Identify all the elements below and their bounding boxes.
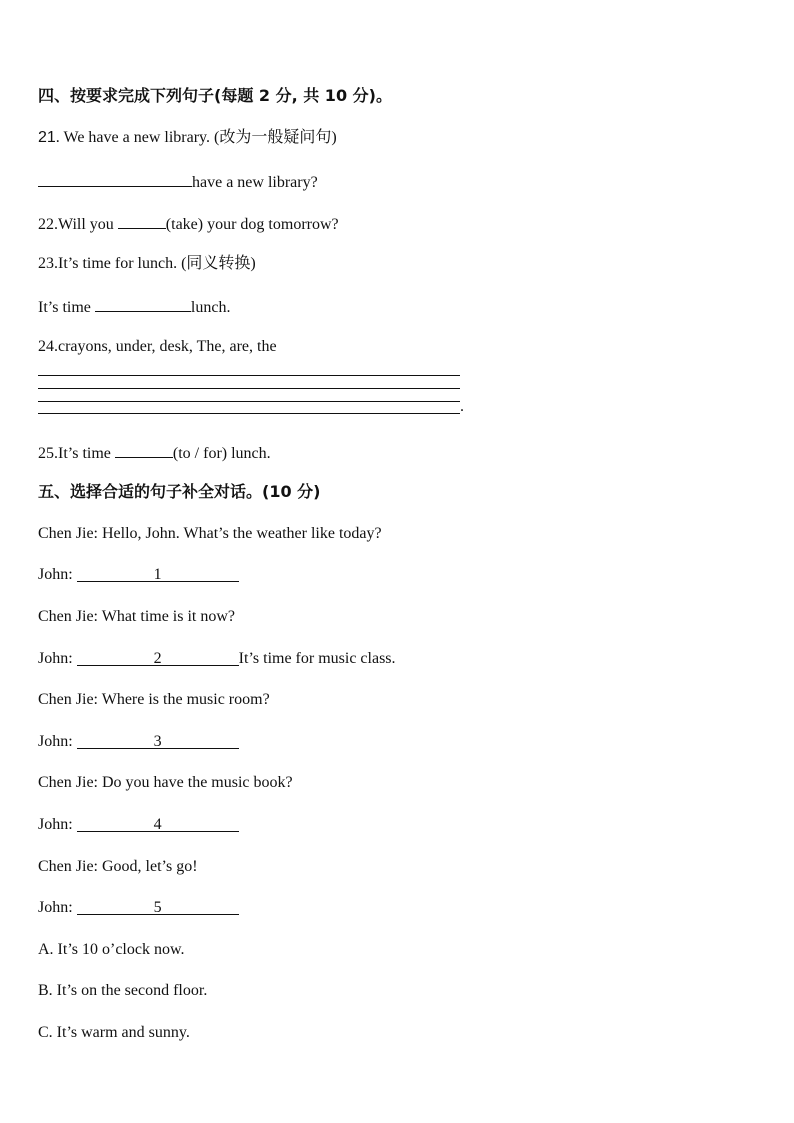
option-a: A. It’s 10 o’clock now. bbox=[38, 941, 185, 958]
question-21-number: 21 bbox=[38, 129, 56, 146]
speaker: John: bbox=[38, 733, 73, 750]
question-25 bbox=[38, 441, 271, 464]
dialogue-blank-2[interactable] bbox=[77, 649, 239, 666]
question-21-text: . We have a new library. bbox=[55, 129, 210, 146]
question-23-text: 23.It’s time for lunch. bbox=[38, 255, 178, 272]
section5-title: 五、选择合适的句子补全对话。(10 分) bbox=[38, 482, 321, 501]
section4-title: 四、按要求完成下列句子(每题 2 分, 共 10 分)。 bbox=[38, 86, 392, 105]
answer-rule-24-3[interactable] bbox=[38, 401, 460, 402]
dialogue-line-9 bbox=[38, 857, 198, 877]
question-23-answer-line bbox=[38, 295, 230, 318]
dialogue-blank-1[interactable] bbox=[77, 565, 239, 582]
question-21-answer-tail: have a new library? bbox=[192, 174, 318, 191]
blank-number: 2 bbox=[153, 650, 162, 667]
speaker: John: bbox=[38, 566, 73, 583]
answer-rule-24-2[interactable] bbox=[38, 388, 460, 389]
question-23 bbox=[38, 254, 256, 274]
dialogue-line-5 bbox=[38, 690, 270, 710]
question-22-suffix: (take) your dog tomorrow? bbox=[165, 216, 339, 233]
dialogue-text: Where is the music room? bbox=[101, 691, 270, 708]
dialogue-line-8 bbox=[38, 815, 239, 835]
blank-number: 1 bbox=[153, 566, 162, 583]
dialogue-blank-4[interactable] bbox=[77, 815, 239, 832]
question-23-suffix: lunch. bbox=[190, 299, 231, 316]
speaker: John: bbox=[38, 650, 73, 667]
speaker: Chen Jie: bbox=[38, 691, 98, 708]
answer-rule-24-4[interactable] bbox=[38, 413, 460, 414]
dialogue-blank-5[interactable] bbox=[77, 898, 239, 915]
dialogue-text: Good, let’s go! bbox=[102, 858, 198, 875]
question-24: 24.crayons, under, desk, The, are, the bbox=[38, 338, 277, 355]
answer-blank-21[interactable] bbox=[38, 170, 192, 187]
question-21 bbox=[38, 128, 337, 148]
question-25-prefix: 25.It’s time bbox=[38, 445, 115, 462]
dialogue-line-6 bbox=[38, 732, 239, 752]
blank-number: 3 bbox=[153, 733, 162, 750]
speaker: John: bbox=[38, 816, 73, 833]
question-25-suffix: (to / for) lunch. bbox=[172, 445, 271, 462]
dialogue-after: It’s time for music class. bbox=[238, 650, 396, 667]
option-c: C. It’s warm and sunny. bbox=[38, 1024, 190, 1041]
dialogue-text: What time is it now? bbox=[101, 608, 236, 625]
speaker: Chen Jie: bbox=[38, 525, 98, 542]
question-24-period: . bbox=[460, 398, 464, 415]
speaker: Chen Jie: bbox=[38, 608, 98, 625]
dialogue-blank-3[interactable] bbox=[77, 732, 239, 749]
dialogue-line-10 bbox=[38, 898, 239, 918]
speaker: John: bbox=[38, 899, 73, 916]
question-23-note: (同义转换) bbox=[177, 255, 256, 272]
blank-number: 5 bbox=[153, 899, 162, 916]
answer-blank-25[interactable] bbox=[115, 441, 173, 458]
speaker: Chen Jie: bbox=[38, 774, 98, 791]
question-21-answer-line bbox=[38, 170, 318, 193]
dialogue-line-3 bbox=[38, 607, 235, 627]
dialogue-text: Hello, John. What’s the weather like today? bbox=[102, 525, 382, 542]
dialogue-line-2 bbox=[38, 565, 239, 585]
answer-rule-24-1[interactable] bbox=[38, 375, 460, 376]
answer-blank-23[interactable] bbox=[95, 295, 191, 312]
question-21-note: (改为一般疑问句) bbox=[210, 129, 337, 146]
answer-blank-22[interactable] bbox=[118, 212, 166, 229]
dialogue-text: Do you have the music book? bbox=[102, 774, 293, 791]
dialogue-line-7 bbox=[38, 773, 293, 793]
option-b: B. It’s on the second floor. bbox=[38, 982, 208, 999]
speaker: Chen Jie: bbox=[38, 858, 98, 875]
question-22-prefix: 22.Will you bbox=[38, 216, 118, 233]
question-23-prefix: It’s time bbox=[38, 299, 95, 316]
dialogue-line-4 bbox=[38, 649, 396, 669]
blank-number: 4 bbox=[153, 816, 162, 833]
question-22 bbox=[38, 212, 339, 235]
dialogue-line-1 bbox=[38, 524, 382, 544]
